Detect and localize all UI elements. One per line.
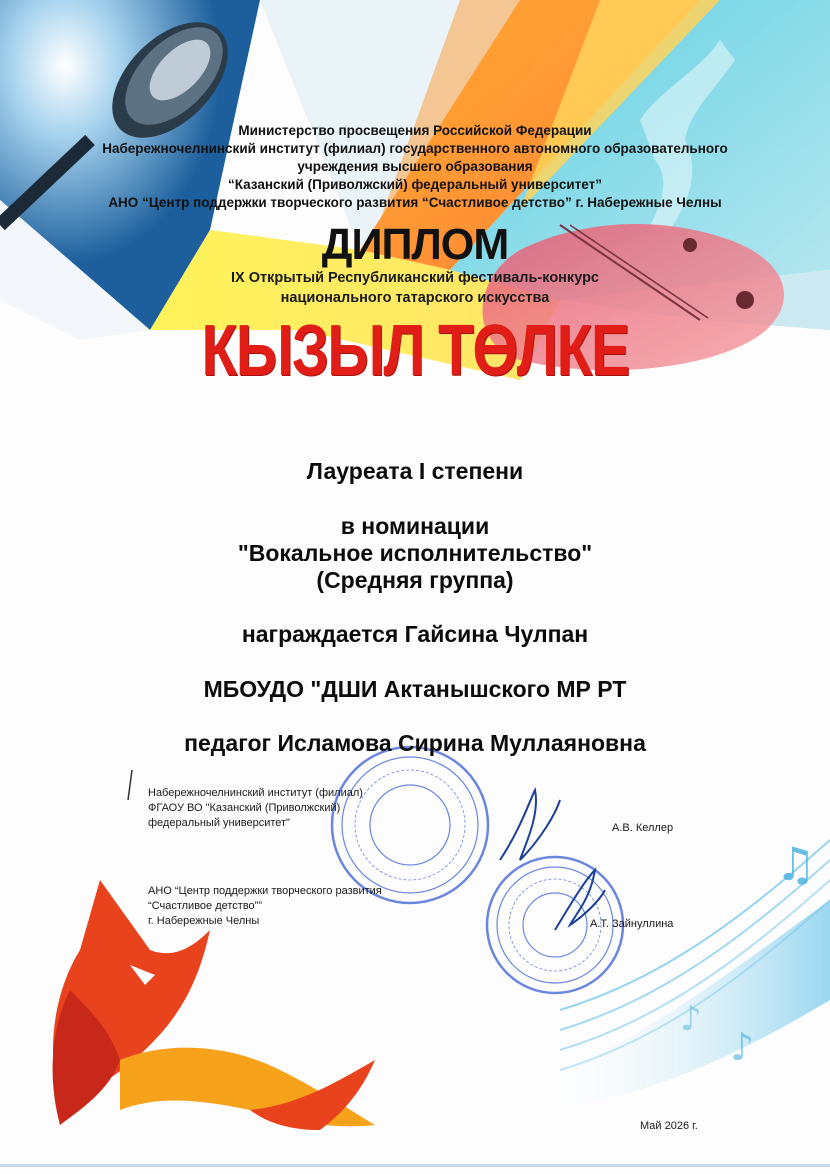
signatory-name-keller: А.В. Келлер (612, 822, 674, 834)
signature-block-university (148, 786, 363, 831)
organizer-line: Министерство просвещения Российской Федерации (238, 123, 592, 138)
svg-text:♪: ♪ (680, 999, 702, 1039)
organizer-line: “Казанский (Приволжский) федеральный университет” (227, 177, 603, 192)
nomination-intro: в номинации (340, 513, 490, 539)
signature-org-line: АНО “Центр поддержки творческого развития (148, 885, 382, 897)
signature-org-line: “Счастливое детство”” (148, 900, 262, 912)
teacher-name: педагог Исламова Сирина Муллаяновна (184, 730, 646, 756)
signature-org-line: ФГАОУ ВО "Казанский (Приволжский) (148, 802, 341, 814)
signatory-name-zainullina: А.Т. Зайнуллина (590, 918, 674, 930)
svg-text:♪: ♪ (730, 1025, 755, 1069)
music-waves (540, 837, 830, 1110)
organizer-line: АНО “Центр поддержки творческого развития “Счастливое детство” г. Набережные Челны (108, 195, 722, 210)
signature-org-line: г. Набережные Челны (148, 915, 260, 927)
signature-org-line: Набережночелнинский институт (филиал) (148, 787, 363, 799)
signature-block-anno (148, 884, 382, 929)
signature-keller (500, 790, 560, 860)
svg-text:♫: ♫ (775, 837, 817, 891)
signature-org-line: федеральный университет" (148, 817, 290, 829)
festival-line: национального татарского искусства (280, 290, 550, 306)
organizers-block (0, 122, 830, 212)
festival-block (0, 268, 830, 308)
bottom-border (0, 1164, 830, 1167)
nomination-group: (Средняя группа) (316, 567, 514, 593)
school-name: МБОУДО "ДШИ Актанышского МР РТ (203, 676, 627, 702)
diploma-title: ДИПЛОМ (321, 220, 509, 269)
awardee-name: награждается Гайсина Чулпан (241, 621, 589, 647)
festival-line: IX Открытый Республиканский фестиваль-конкурс (230, 270, 599, 286)
festival-brand: КЫЗЫЛ ТӨЛКЕ (201, 311, 629, 391)
issue-date: Май 2026 г. (640, 1120, 698, 1132)
award-degree: Лауреата I степени (306, 458, 524, 484)
organizer-line: учреждения высшего образования (297, 159, 533, 174)
nomination-name: "Вокальное исполнительство" (237, 540, 593, 566)
organizer-line: Набережночелнинский институт (филиал) государственного автономного образовательного (102, 141, 728, 156)
